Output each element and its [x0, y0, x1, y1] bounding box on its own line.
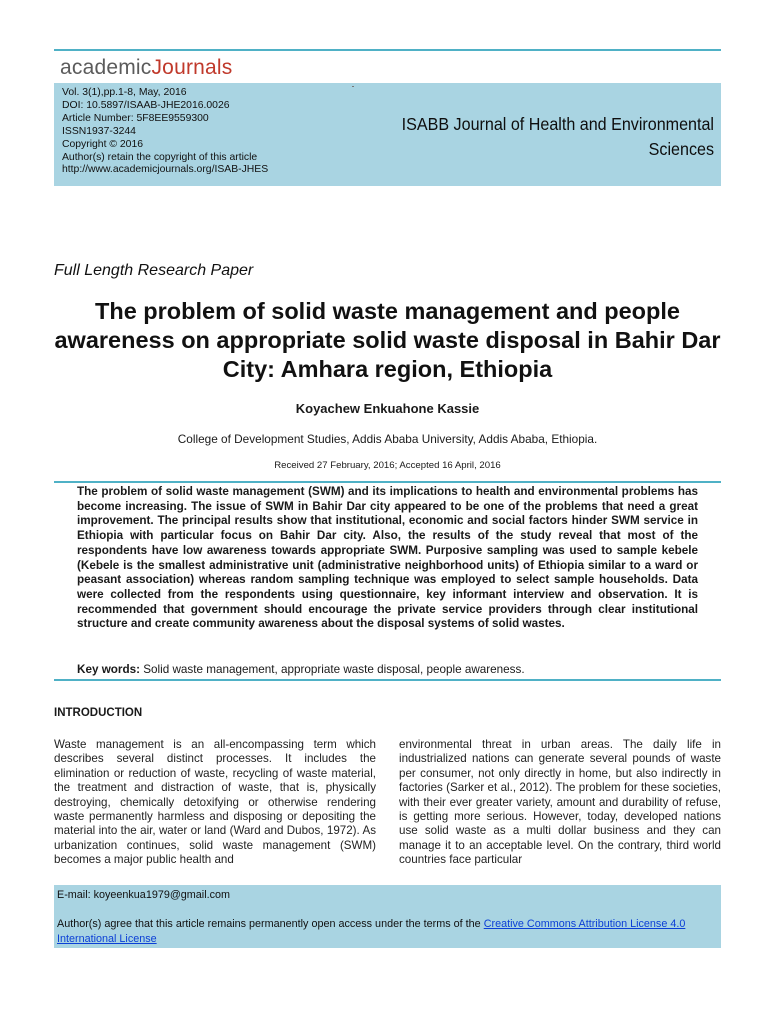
- author-name: Koyachew Enkuahone Kassie: [295, 401, 480, 416]
- paper-title: The problem of solid waste management and people awareness on appropriate solid waste disposal in Bahir Dar City: Amhara region, Ethiopia: [54, 298, 721, 382]
- license-statement: Author(s) agree that this article remains permanently open access under the terms of the Creative Commons Attribution License 4.0 International License: [57, 918, 686, 945]
- received-accepted-dates: Received 27 February, 2016; Accepted 16 April, 2016: [274, 460, 501, 471]
- meta-issn: ISSN1937-3244: [62, 125, 136, 137]
- body-column-right: environmental threat in urban areas. The daily life in industrialized nations can generate several pounds of waste per consumer, not only directly in home, but also indirectly in factories (Sarker et al., 2012). The problem for these societies, with their ever greater variety, amount and durability of refuse, is getting more serious. However, today, developed nations use solid waste as a multi dollar business and they can manage it to an acceptable level. On the contrary, third world countries face particular: [399, 738, 721, 867]
- keywords-label: Key words:: [77, 663, 140, 676]
- divider-mark: [352, 86, 354, 87]
- meta-doi: DOI: 10.5897/ISAAB-JHE2016.0026: [62, 99, 230, 111]
- meta-rights: Author(s) retain the copyright of this article: [62, 151, 258, 163]
- meta-url[interactable]: http://www.academicjournals.org/ISAB-JHES: [62, 164, 269, 176]
- license-link[interactable]: Creative Commons Attribution License 4.0 International License: [57, 918, 686, 945]
- meta-article-number: Article Number: 5F8EE9559300: [62, 112, 209, 124]
- abstract-top-rule: [54, 481, 721, 483]
- article-metadata: [62, 87, 268, 177]
- journal-title: ISABB Journal of Health and Environmental Sciences: [401, 114, 714, 159]
- corresponding-email[interactable]: E-mail: koyeenkua1979@gmail.com: [57, 889, 230, 901]
- abstract-bottom-rule: [54, 679, 721, 681]
- publisher-logo: academicJournals: [60, 56, 233, 79]
- paper-type: Full Length Research Paper: [54, 262, 254, 279]
- section-heading-introduction: INTRODUCTION: [54, 707, 143, 719]
- meta-volume: Vol. 3(1),pp.1-8, May, 2016: [62, 87, 187, 98]
- header-rule: [54, 49, 721, 51]
- keywords-text: Solid waste management, appropriate waste disposal, people awareness.: [140, 663, 525, 676]
- keywords: [77, 663, 717, 676]
- abstract: The problem of solid waste management (SWM) and its implications to health and environmental problems has become increasing. The issue of SWM in Bahir Dar city appeared to be one of the problems that need a great improvement. The principal results show that institutional, economic and social factors hinder SWM service in Ethiopia with particular focus on Bahir Dar city. Also, the results of the study reveal that most of the respondents have low awareness towards appropriate SWM. Purposive sampling was used to sample kebele (Kebele is the smallest administrative unit (administrative neighborhood units) of Ethiopia similar to a ward or peasant association) whereas random sampling technique was employed to select sample households. Data were collected from the respondents using questionnaire, key informant interview and observation. It is recommended that government should encourage the private service providers through clear institutional structure and create community awareness about the disposal systems of solid wastes.: [77, 485, 698, 631]
- body-column-left: Waste management is an all-encompassing term which describes several distinct processes. It includes the elimination or reduction of waste, recycling of waste material, the treatment and distraction of waste, that is, physically destroying, chemically detoxifying or otherwise rendering waste permanently harmless and disposing or depositing the material into the air, water or land (Ward and Dubos, 1972). As urbanization continues, solid waste management (SWM) becomes a major public health and: [54, 738, 376, 867]
- meta-copyright: Copyright © 2016: [62, 138, 144, 150]
- author-affiliation: College of Development Studies, Addis Ababa University, Addis Ababa, Ethiopia.: [177, 432, 598, 446]
